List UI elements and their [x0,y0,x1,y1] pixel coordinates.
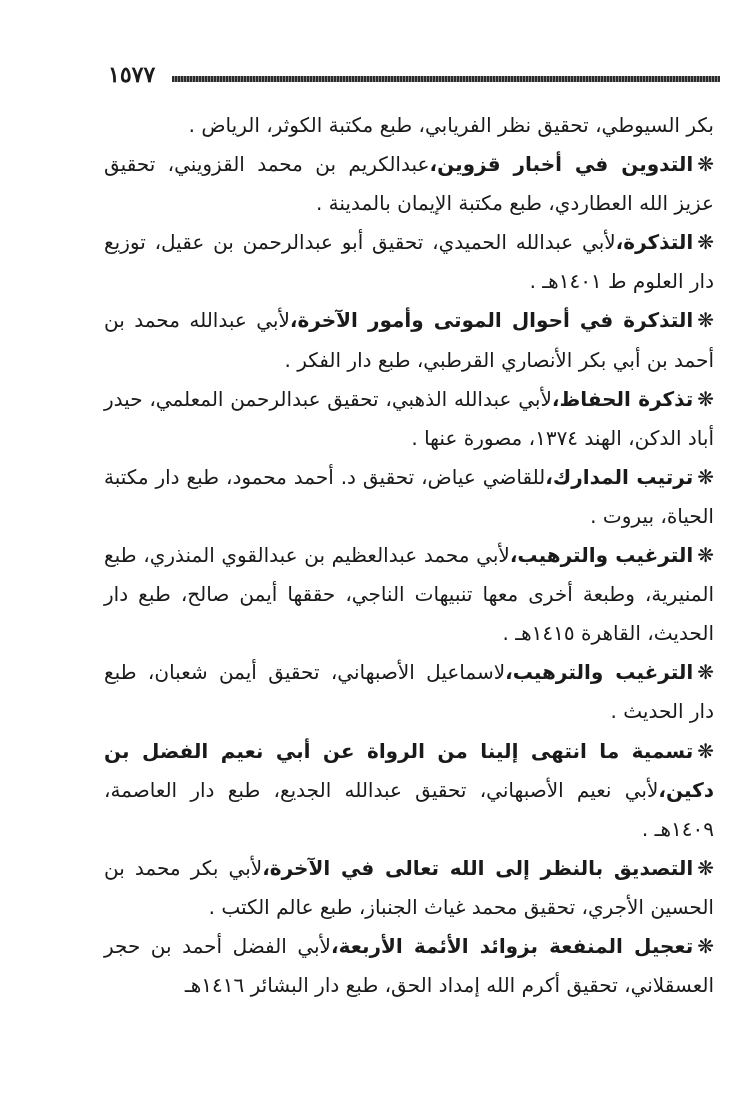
entry-details: لأبي محمد عبدالعظيم بن عبدالقوي المنذري، طبع المنيرية، وطبعة أخرى معها تنبيهات الناجي، حققها أيمن صالح، طبع دار الحديث، القاهرة ١٤١٥هـ . [104,543,714,646]
entry-title: الترغيب والترهيب، [505,660,694,685]
entry-details: لأبي عبدالله الذهبي، تحقيق عبدالرحمن المعلمي، حيدر أباد الدكن، الهند ١٣٧٤، مصورة عنها . [104,386,714,450]
bibliography-entry [104,380,714,458]
bibliography-list [104,106,714,1005]
bibliography-entry [104,145,714,223]
entry-details: لأبي بكر محمد بن الحسين الأجري، تحقيق محمد غياث الجنباز، طبع عالم الكتب . [104,855,714,919]
entry-details: للقاضي عياض، تحقيق د. أحمد محمود، طبع دار مكتبة الحياة، بيروت . [104,464,714,528]
asterisk-bullet-icon: ❋ [697,308,714,333]
entry-title: ترتيب المدارك، [545,464,694,489]
entry-details: لأبي عبدالله محمد بن أحمد بن أبي بكر الأنصاري القرطبي، طبع دار الفكر . [104,308,714,372]
asterisk-bullet-icon: ❋ [697,855,714,880]
asterisk-bullet-icon: ❋ [697,464,714,489]
entry-title: التدوين في أخبار قزوين، [429,152,694,177]
asterisk-bullet-icon: ❋ [697,386,714,411]
entry-details: لأبي نعيم الأصبهاني، تحقيق عبدالله الجديع، طبع دار العاصمة، ١٤٠٩هـ . [104,777,714,841]
bibliography-entry [104,301,714,379]
page-header [108,62,720,88]
bibliography-entry [104,927,714,1005]
bibliography-entry [104,653,714,731]
entry-title: الترغيب والترهيب، [509,543,694,568]
asterisk-bullet-icon: ❋ [697,933,714,958]
bibliography-entry [104,223,714,301]
asterisk-bullet-icon: ❋ [697,230,714,255]
entry-title: التذكرة، [615,230,694,255]
bibliography-entry [104,849,714,927]
asterisk-bullet-icon: ❋ [697,738,714,763]
page-number: ١٥٧٧ [108,62,156,88]
entry-title: تذكرة الحفاظ، [551,386,694,411]
entry-details: لأبي الفضل أحمد بن حجر العسقلاني، تحقيق أكرم الله إمداد الحق، طبع دار البشائر ١٤١٦هـ [104,933,714,998]
bibliography-entry [104,458,714,536]
entry-title: التصديق بالنظر إلى الله تعالى في الآخرة، [262,855,694,880]
asterisk-bullet-icon: ❋ [697,660,715,685]
header-rule [172,76,720,82]
entry-title: تعجيل المنفعة بزوائد الأئمة الأربعة، [330,933,694,958]
entry-details: لأبي عبدالله الحميدي، تحقيق أبو عبدالرحمن بن عقيل، توزيع دار العلوم ط ١٤٠١هـ . [104,230,714,294]
bibliography-entry [104,732,714,849]
bibliography-entry [104,536,714,653]
asterisk-bullet-icon: ❋ [697,152,714,177]
asterisk-bullet-icon: ❋ [697,543,714,568]
entries-container [104,145,714,1005]
entry-details: عبدالكريم بن محمد القزويني، تحقيق عزيز الله العطاردي، طبع مكتبة الإيمان بالمدينة . [104,152,714,216]
entry-title: التذكرة في أحوال الموتى وأمور الآخرة، [289,308,694,333]
entry-details: لاسماعيل الأصبهاني، تحقيق أيمن شعبان، طبع دار الحديث . [104,660,714,724]
intro-line: بكر السيوطي، تحقيق نظر الفريابي، طبع مكتبة الكوثر، الرياض . [188,113,714,137]
entry-title: تسمية ما انتهى إلينا من الرواة عن أبي نعيم الفضل بن دكين، [104,738,714,802]
